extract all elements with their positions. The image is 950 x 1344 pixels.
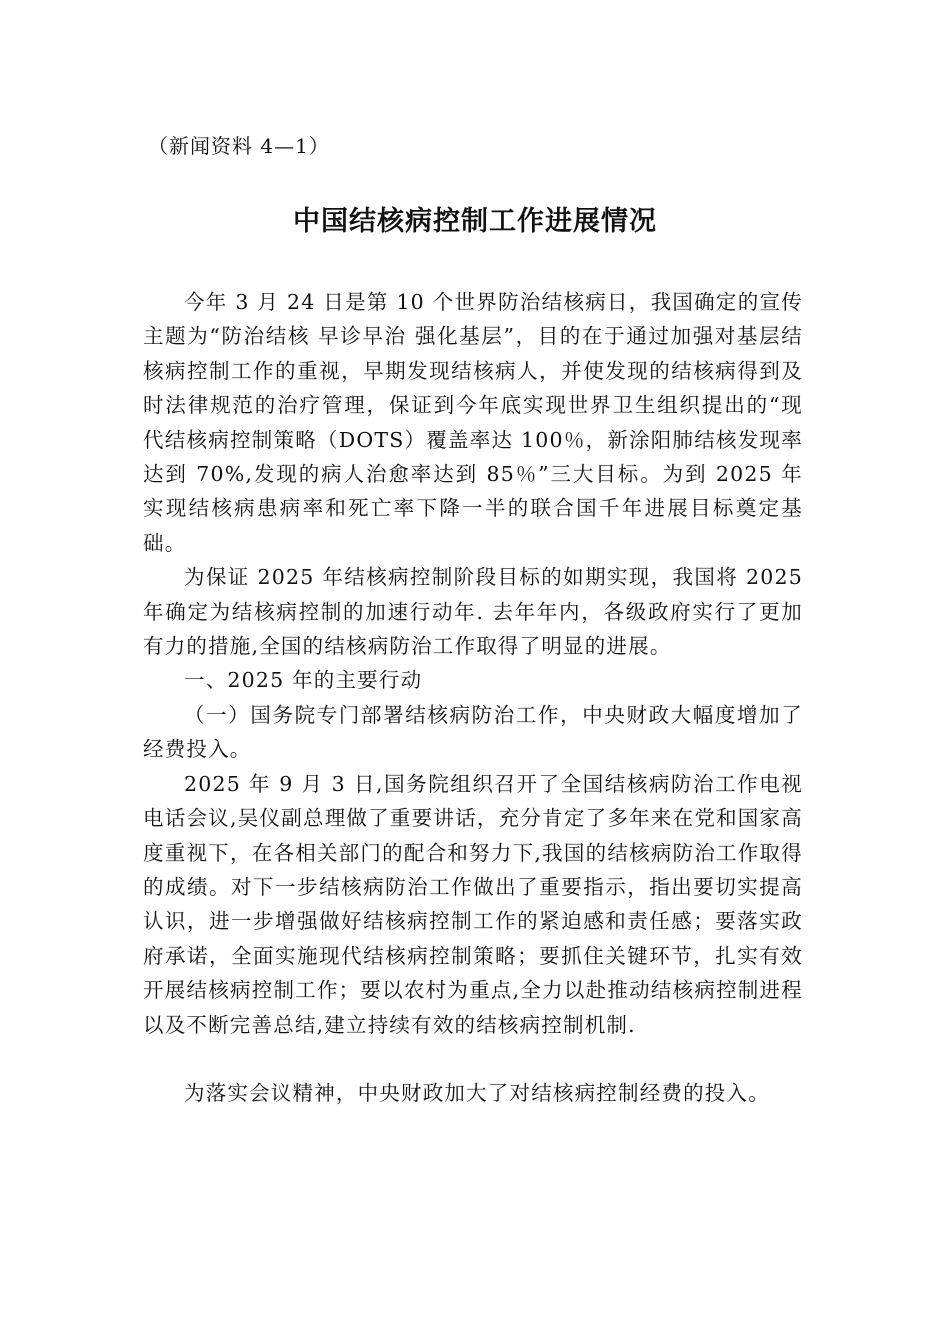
source-tag: （新闻资料 4—1） [148,134,330,158]
paragraph-funding: 为落实会议精神，中央财政加大了对结核病控制经费的投入。 [184,1080,770,1105]
section-heading: 一、2025 年的主要行动 [184,668,423,693]
paragraph-intro: 今年 3 月 24 日是第 10 个世界防治结核病日，我国确定的宣传主题为“防治结核 早诊早治 强化基层”，目的在于通过加强对基层结核病控制工作的重视，早期发现结核病人，并使发现的结核病得到及时法律规范的治疗管理，保证到今年底实现世界卫生组织提出的“现代结核病控制策略（DOTS）覆盖率达 100％，新涂阳肺结核发现率达到 70%,发现的病人治愈率达到 85％”三大目标。为到 2025 年实现结核病患病率和死亡率下降一半的联合国千年进展目标奠定基础。 [143,290,803,555]
document-body [143,285,803,1110]
paragraph-acceleration: 为保证 2025 年结核病控制阶段目标的如期实现，我国将 2025 年确定为结核病控制的加速行动年. 去年年内，各级政府实行了更加有力的措施,全国的结核病防治工作取得了明显的进展。 [143,565,803,659]
document-title: 中国结核病控制工作进展情况 [293,206,657,237]
paragraph-conference: 2025 年 9 月 3 日,国务院组织召开了全国结核病防治工作电视电话会议,吴仪副总理做了重要讲话，充分肯定了多年来在党和国家高度重视下，在各相关部门的配合和努力下,我国的结核病防治工作取得的成绩。对下一步结核病防治工作做出了重要指示，指出要切实提高认识，进一步增强做好结核病控制工作的紧迫感和责任感；要落实政府承诺，全面实施现代结核病控制策略；要抓住关键环节，扎实有效开展结核病控制工作；要以农村为重点,全力以赴推动结核病控制进程以及不断完善总结,建立持续有效的结核病控制机制. [143,771,803,1037]
subsection-heading: （一）国务院专门部署结核病防治工作，中央财政大幅度增加了经费投入。 [143,702,803,762]
